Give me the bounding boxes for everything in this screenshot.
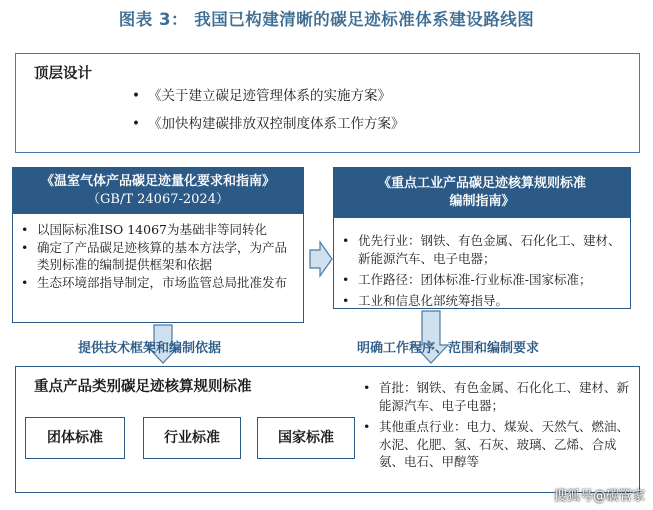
bottom-heading: 重点产品类别碳足迹核算规则标准 bbox=[34, 378, 252, 395]
list-item: • 首批：钢铁、有色金属、石化化工、建材、新能源汽车、电子电器； bbox=[363, 379, 633, 414]
list-item: • 以国际标准ISO 14067为基础非等同转化 bbox=[21, 221, 299, 239]
caption-right: 明确工作程序、范围和编制要求 bbox=[357, 341, 540, 356]
list-item: • 工作路径：团体标准-行业标准-国家标准； bbox=[342, 271, 626, 289]
list-item: • 《加快构建碳排放双控制度体系工作方案》 bbox=[132, 110, 405, 138]
list-item: • 《关于建立碳足迹管理体系的实施方案》 bbox=[132, 82, 405, 110]
list-item: • 确定了产品碳足迹核算的基本方法学，为产品类别标准的编制提供框架和依据 bbox=[21, 239, 299, 274]
right-header-title: 《重点工业产品碳足迹核算规则标准 bbox=[377, 176, 586, 191]
list-item: • 优先行业：钢铁、有色金属、石化化工、建材、新能源汽车、电子电器； bbox=[342, 232, 626, 268]
caption-left: 提供技术框架和编制依据 bbox=[78, 341, 222, 356]
list-item: • 生态环境部指导制定，市场监管总局批准发布 bbox=[21, 274, 299, 292]
right-header-title-2: 编制指南》 bbox=[449, 194, 515, 209]
arrow-right-icon bbox=[310, 242, 332, 276]
top-design-heading: 顶层设计 bbox=[34, 65, 92, 82]
step-group-standard: 团体标准 bbox=[25, 417, 125, 459]
page-title: 图表 3： 我国已构建清晰的碳足迹标准体系建设路线图 bbox=[118, 10, 535, 29]
list-item: • 工业和信息化部统筹指导。 bbox=[342, 292, 626, 310]
watermark: 搜狐号@碳管家 bbox=[553, 489, 645, 504]
step-industry-standard: 行业标准 bbox=[143, 417, 241, 459]
list-item: • 其他重点行业：电力、煤炭、天然气、燃油、水泥、化肥、氢、石灰、玻璃、乙烯、合成氨、电石、甲醇等 bbox=[363, 418, 633, 471]
bottom-list bbox=[363, 379, 633, 471]
step-national-standard: 国家标准 bbox=[257, 417, 355, 459]
left-header-code: （GB/T 24067-2024） bbox=[87, 192, 229, 207]
left-header-title: 《温室气体产品碳足迹量化要求和指南》 bbox=[40, 174, 275, 189]
